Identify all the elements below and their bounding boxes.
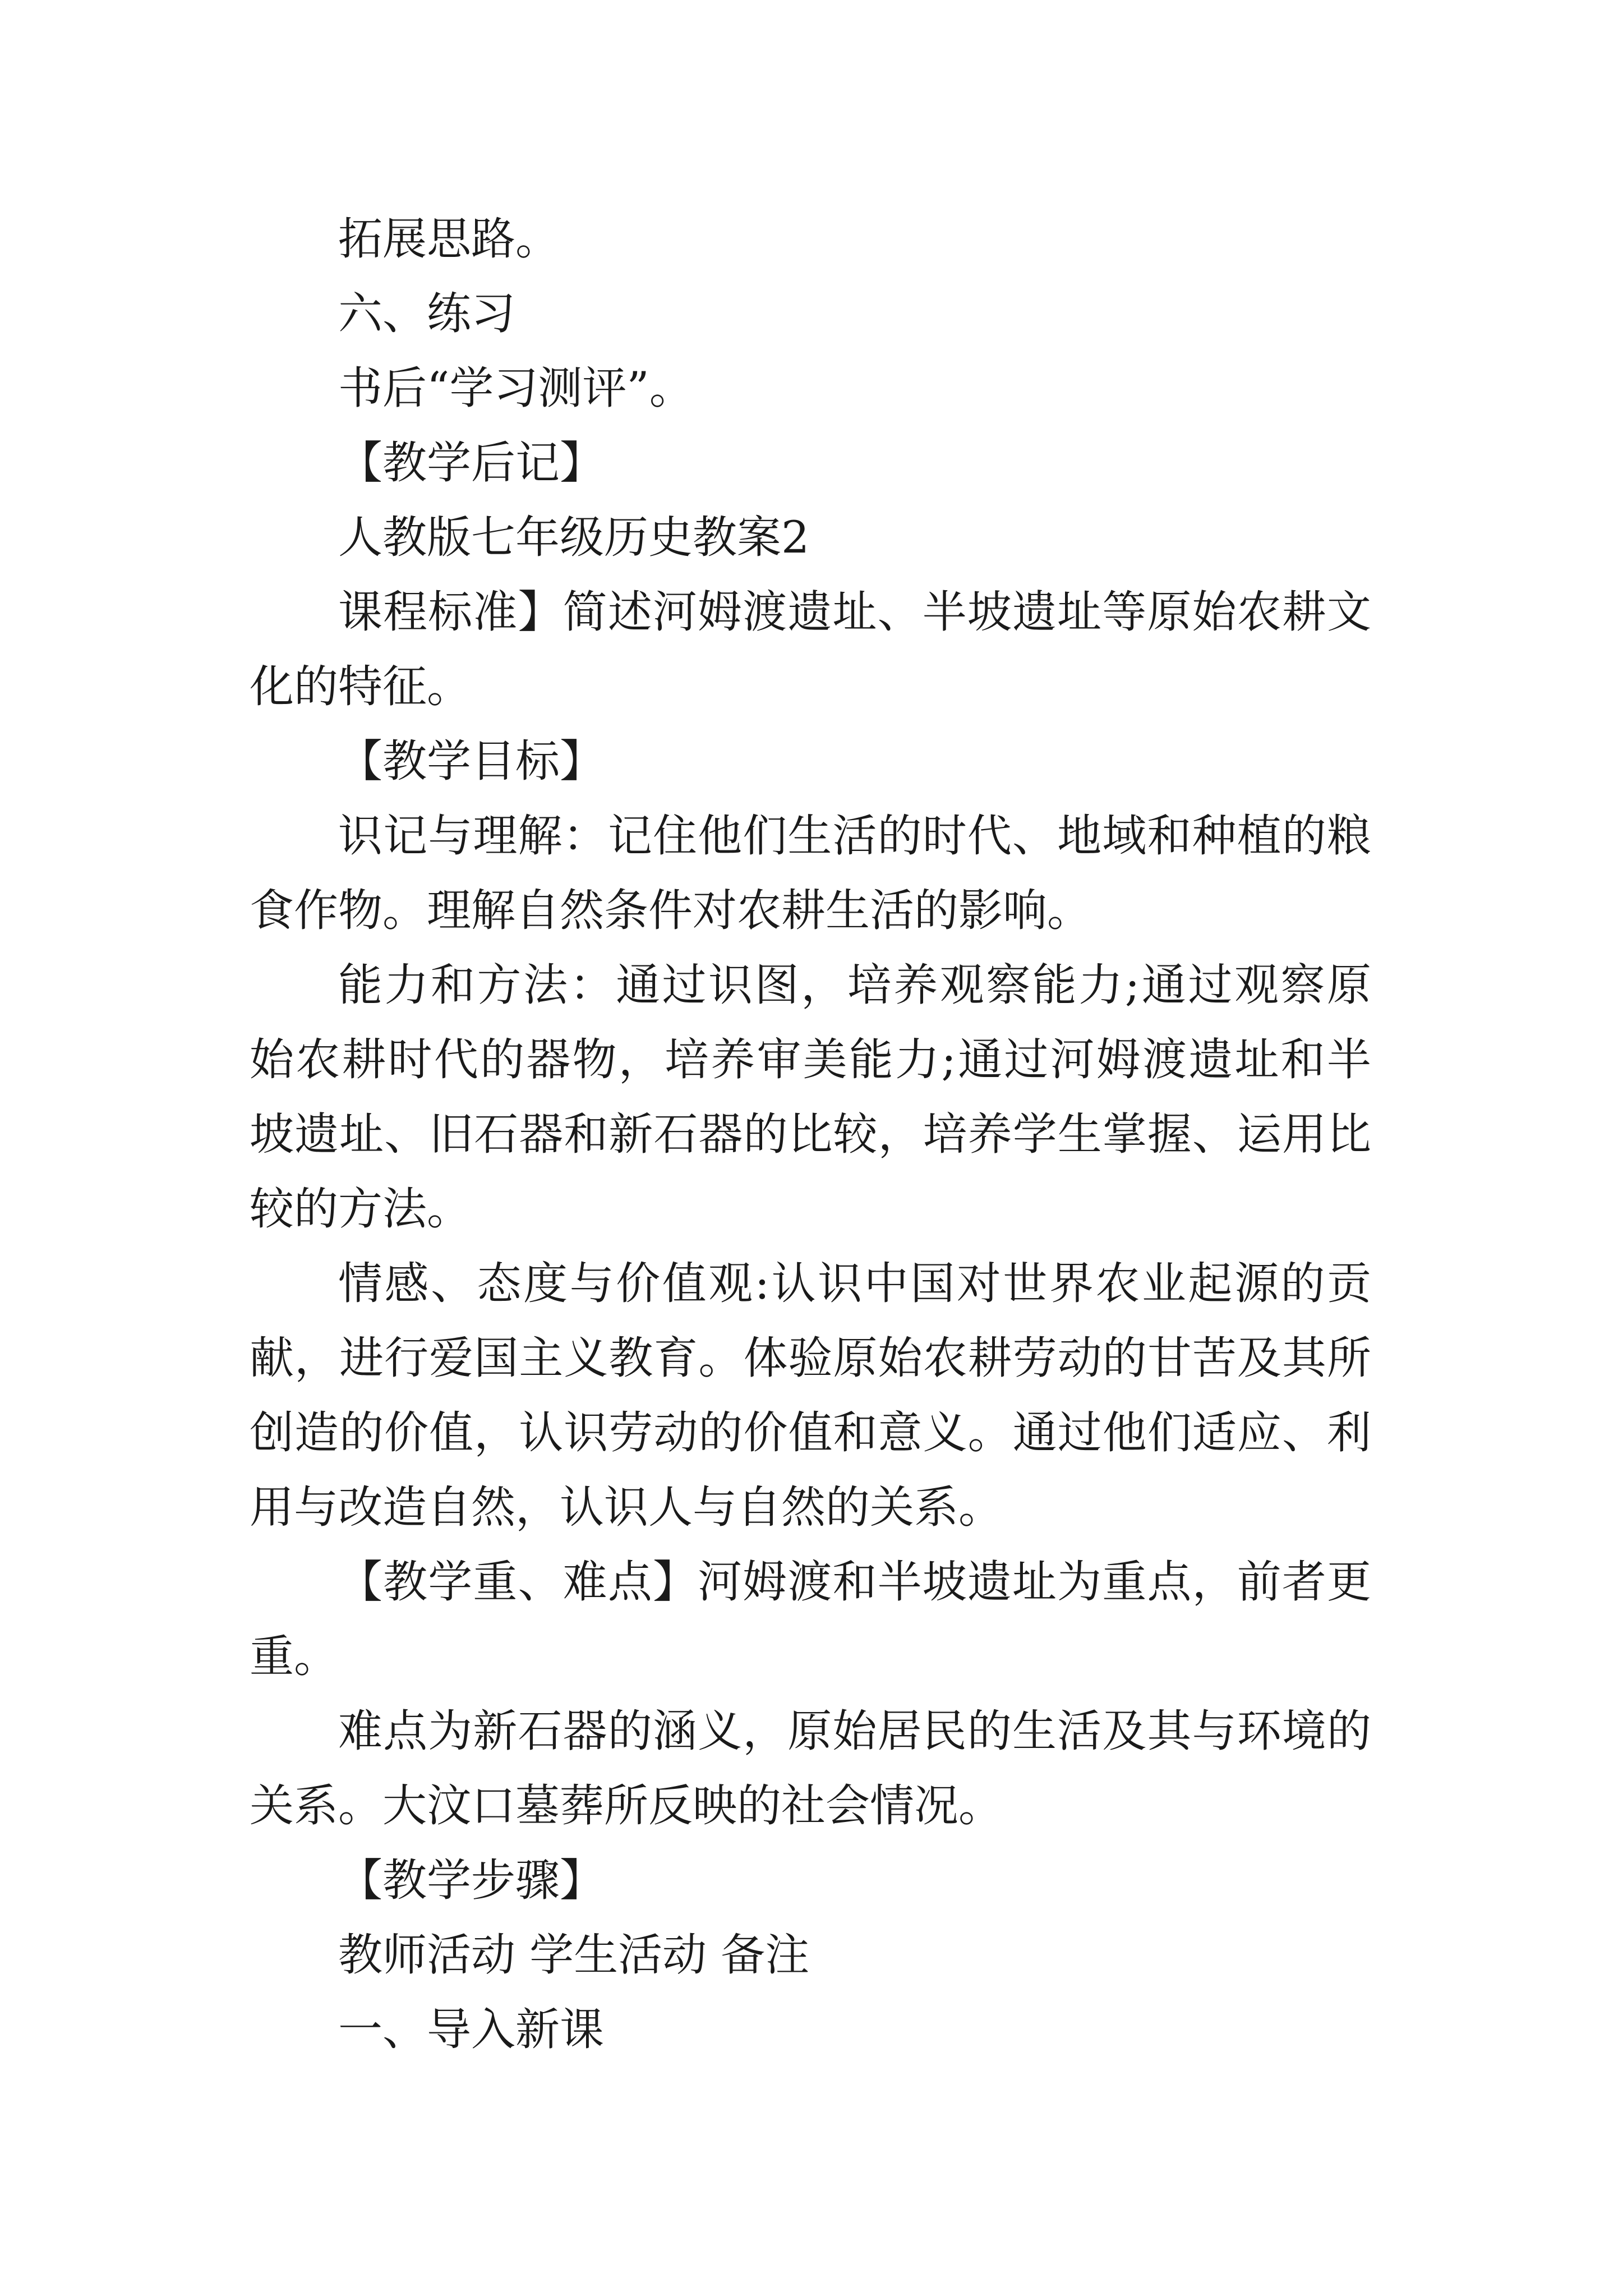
document-title: 人教版七年级历史教案2 bbox=[338, 512, 810, 563]
paragraph-activity-columns: 教师活动 学生活动 备注 bbox=[338, 1929, 810, 1981]
paragraph-values-goal: 情感、态度与价值观:认识中国对世界农业起源的贡献，进行爱国主义教育。体验原始农耕劳动的甘苦及其所创造的价值，认识劳动的价值和意义。通过他们适应、利用与改造自然，认识人与自然的关系。 bbox=[250, 1258, 1371, 1533]
heading-teaching-steps: 【教学步骤】 bbox=[338, 1855, 604, 1906]
paragraph-assessment: 书后“学习测评”。 bbox=[338, 362, 694, 414]
paragraph-ability-goal: 能力和方法：通过识图，培养观察能力;通过观察原始农耕时代的器物，培养审美能力;通过河姆渡遗址和半坡遗址、旧石器和新石器的比较，培养学生掌握、运用比较的方法。 bbox=[250, 959, 1371, 1235]
paragraph-key-points: 【教学重、难点】河姆渡和半坡遗址为重点，前者更重。 bbox=[250, 1556, 1371, 1682]
paragraph-expand-ideas: 拓展思路。 bbox=[338, 213, 560, 265]
section-heading-introduction: 一、导入新课 bbox=[338, 2004, 604, 2055]
paragraph-difficult-points: 难点为新石器的涵义，原始居民的生活及其与环境的关系。大汶口墓葬所反映的社会情况。 bbox=[250, 1705, 1371, 1832]
paragraph-knowledge-goal: 识记与理解：记住他们生活的时代、地域和种植的粮食作物。理解自然条件对农耕生活的影响。 bbox=[250, 810, 1371, 936]
paragraph-curriculum-standard: 课程标准】简述河姆渡遗址、半坡遗址等原始农耕文化的特征。 bbox=[250, 586, 1371, 712]
section-heading-exercise: 六、练习 bbox=[338, 288, 515, 339]
heading-teaching-objectives: 【教学目标】 bbox=[338, 735, 604, 787]
document-body bbox=[250, 202, 1371, 2067]
heading-teaching-notes: 【教学后记】 bbox=[338, 437, 604, 489]
